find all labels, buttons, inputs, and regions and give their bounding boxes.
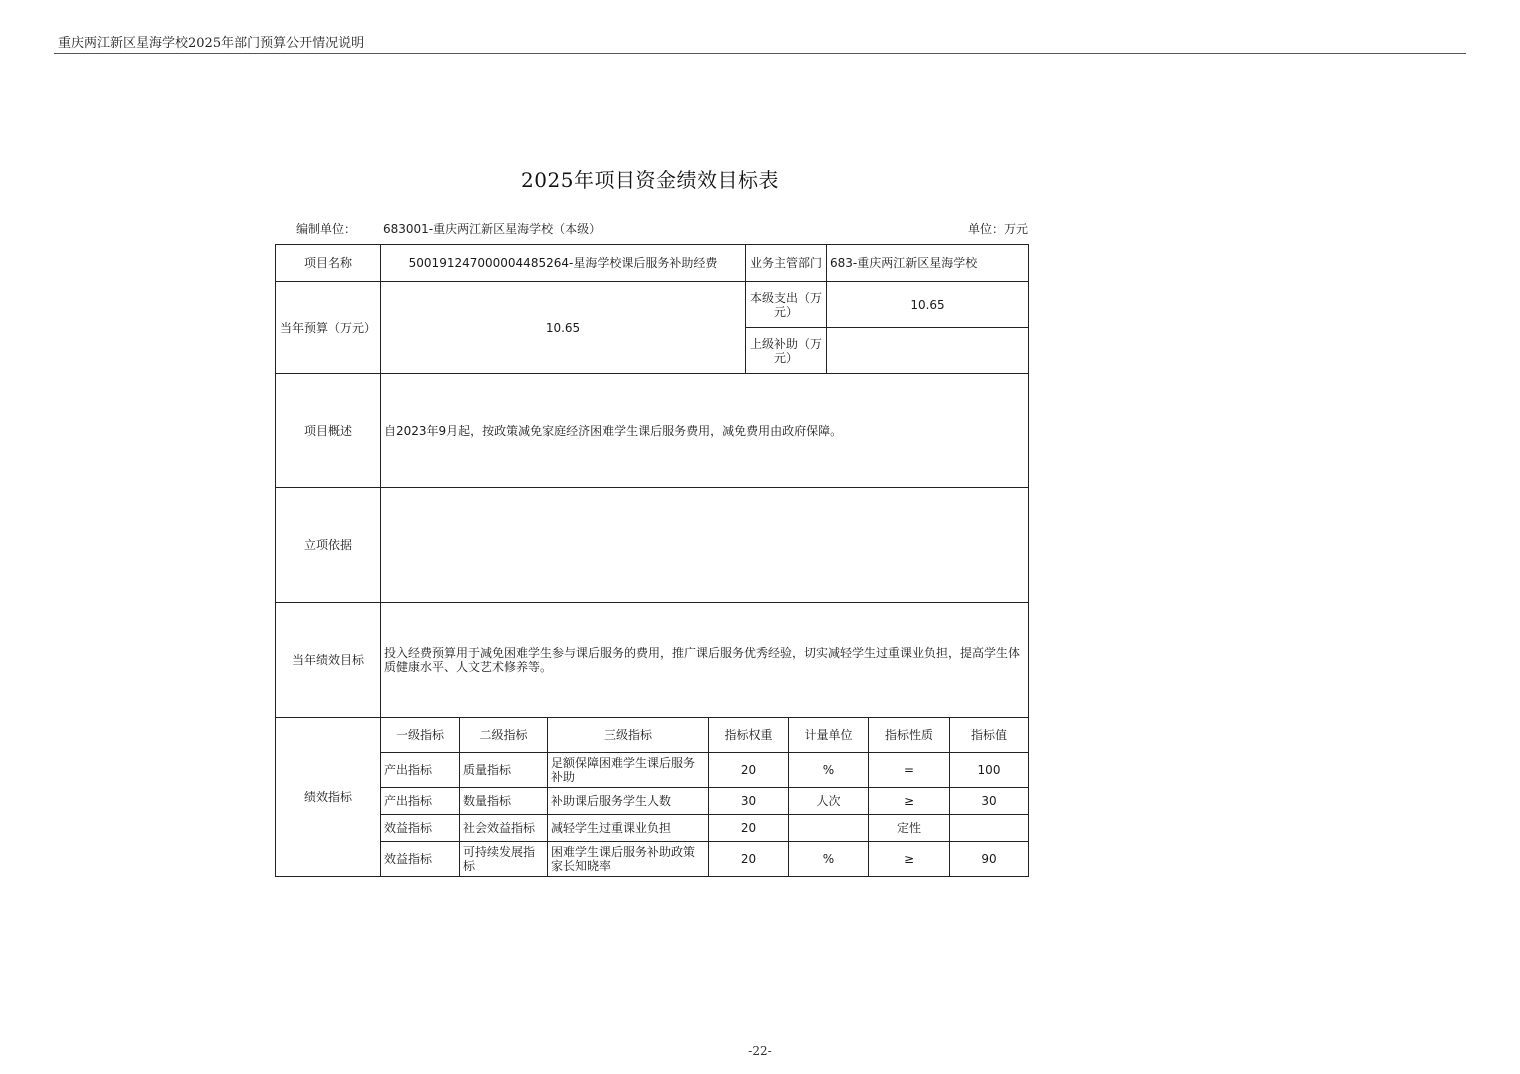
overview-row <box>276 374 1029 488</box>
row3-value <box>950 815 1029 842</box>
running-header: 重庆两江新区星海学校2025年部门预算公开情况说明 <box>58 36 365 51</box>
basis-value <box>381 488 1029 603</box>
budget-row <box>276 282 1029 328</box>
table-row <box>276 815 1029 842</box>
row2-level2: 数量指标 <box>460 788 548 815</box>
row3-level1: 效益指标 <box>381 815 460 842</box>
row4-level1: 效益指标 <box>381 842 460 877</box>
table-row <box>276 753 1029 788</box>
header-level3: 三级指标 <box>548 718 709 753</box>
upper-subsidy-label: 上级补助（万元） <box>746 328 827 374</box>
compiling-unit-label: 编制单位： <box>296 222 357 236</box>
row2-level1: 产出指标 <box>381 788 460 815</box>
row1-weight: 20 <box>709 753 789 788</box>
header-level2: 二级指标 <box>460 718 548 753</box>
row4-unit: % <box>789 842 869 877</box>
header-level1: 一级指标 <box>381 718 460 753</box>
row2-nature: ≥ <box>869 788 950 815</box>
row2-unit: 人次 <box>789 788 869 815</box>
performance-target-table <box>275 244 1029 877</box>
dept-value: 683-重庆两江新区星海学校 <box>827 245 1029 282</box>
indicators-section-label: 绩效指标 <box>276 718 381 877</box>
own-expense-value: 10.65 <box>827 282 1029 328</box>
table-row <box>276 788 1029 815</box>
row3-weight: 20 <box>709 815 789 842</box>
document-title: 2025年项目资金绩效目标表 <box>521 168 779 192</box>
overview-value: 自2023年9月起，按政策减免家庭经济困难学生课后服务费用，减免费用由政府保障。 <box>381 374 1029 488</box>
row4-value: 90 <box>950 842 1029 877</box>
header-weight: 指标权重 <box>709 718 789 753</box>
meta-row <box>296 220 1028 238</box>
row3-unit <box>789 815 869 842</box>
goal-row <box>276 603 1029 718</box>
header-nature: 指标性质 <box>869 718 950 753</box>
table-row <box>276 842 1029 877</box>
own-expense-label: 本级支出（万元） <box>746 282 827 328</box>
project-name-value: 500191247000004485264-星海学校课后服务补助经费 <box>381 245 746 282</box>
row2-value: 30 <box>950 788 1029 815</box>
row1-nature: = <box>869 753 950 788</box>
row3-level3: 减轻学生过重课业负担 <box>548 815 709 842</box>
row3-level2: 社会效益指标 <box>460 815 548 842</box>
row4-weight: 20 <box>709 842 789 877</box>
indicator-header-row <box>276 718 1029 753</box>
row2-weight: 30 <box>709 788 789 815</box>
row3-nature: 定性 <box>869 815 950 842</box>
budget-label: 当年预算（万元） <box>276 282 381 374</box>
row1-level1: 产出指标 <box>381 753 460 788</box>
basis-label: 立项依据 <box>276 488 381 603</box>
row1-level2: 质量指标 <box>460 753 548 788</box>
project-name-row <box>276 245 1029 282</box>
header-divider <box>54 53 1466 54</box>
row4-nature: ≥ <box>869 842 950 877</box>
money-unit: 单位：万元 <box>967 222 1028 236</box>
compiling-unit-value: 683001-重庆两江新区星海学校（本级） <box>383 222 602 236</box>
goal-label: 当年绩效目标 <box>276 603 381 718</box>
header-unit: 计量单位 <box>789 718 869 753</box>
row1-value: 100 <box>950 753 1029 788</box>
row4-level2: 可持续发展指标 <box>460 842 548 877</box>
goal-value: 投入经费预算用于减免困难学生参与课后服务的费用，推广课后服务优秀经验，切实减轻学生过重课业负担，提高学生体质健康水平、人文艺术修养等。 <box>381 603 1029 718</box>
row1-level3: 足额保障困难学生课后服务补助 <box>548 753 709 788</box>
budget-value: 10.65 <box>381 282 746 374</box>
upper-subsidy-value <box>827 328 1029 374</box>
overview-label: 项目概述 <box>276 374 381 488</box>
dept-label: 业务主管部门 <box>746 245 827 282</box>
basis-row <box>276 488 1029 603</box>
row4-level3: 困难学生课后服务补助政策家长知晓率 <box>548 842 709 877</box>
row2-level3: 补助课后服务学生人数 <box>548 788 709 815</box>
header-value: 指标值 <box>950 718 1029 753</box>
row1-unit: % <box>789 753 869 788</box>
page-number: -22- <box>748 1044 772 1058</box>
project-name-label: 项目名称 <box>276 245 381 282</box>
